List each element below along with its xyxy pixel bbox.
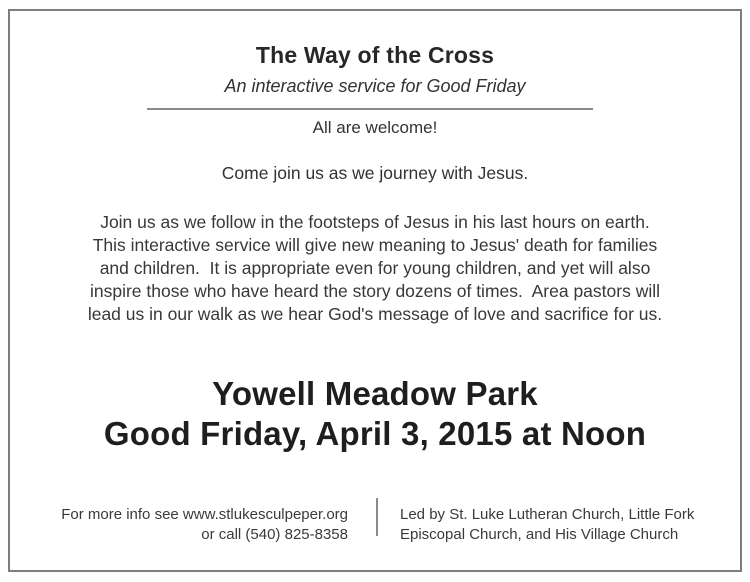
footer-phone-line: or call (540) 825-8358 [201, 526, 348, 543]
footer-website-line: For more info see www.stlukesculpeper.org [61, 506, 348, 523]
divider-rule [147, 108, 593, 110]
invitation-text: Come join us as we journey with Jesus. [221, 163, 529, 183]
footer-ledby-line: Episcopal Church, and His Village Church [400, 526, 679, 543]
page-title: The Way of the Cross [255, 42, 495, 68]
description-line: lead us in our walk as we hear God's message of love and sacrifice for us. [87, 304, 663, 324]
description-line: and children. It is appropriate even for young children, and yet will also [99, 258, 651, 278]
welcome-text: All are welcome! [312, 118, 438, 137]
footer-divider [376, 498, 378, 536]
event-location: Yowell Meadow Park [212, 375, 538, 412]
event-datetime: Good Friday, April 3, 2015 at Noon [103, 415, 647, 452]
description-line: Join us as we follow in the footsteps of Jesus in his last hours on earth. [100, 212, 650, 232]
page-subtitle: An interactive service for Good Friday [224, 76, 526, 96]
footer-contact-info [40, 505, 348, 545]
event-details [0, 374, 750, 454]
description-line: This interactive service will give new meaning to Jesus' death for families [92, 235, 658, 255]
footer-led-by [400, 505, 730, 545]
footer-ledby-line: Led by St. Luke Lutheran Church, Little Fork [400, 506, 695, 523]
description-paragraph [0, 211, 750, 326]
description-line: inspire those who have heard the story dozens of times. Area pastors will [89, 281, 660, 301]
